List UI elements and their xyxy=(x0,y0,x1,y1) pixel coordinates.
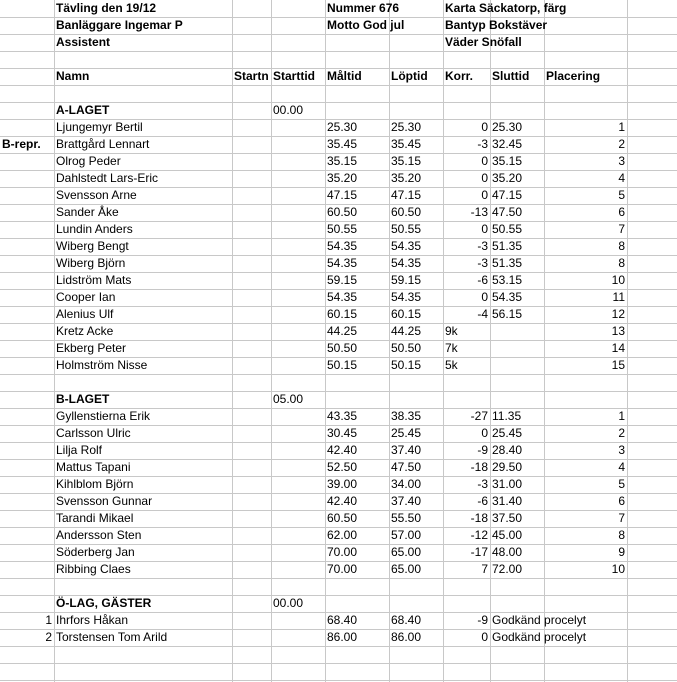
placering-cell: 4 xyxy=(618,171,625,185)
header-info-cell: Assistent xyxy=(56,35,111,49)
korr-cell: 0 xyxy=(481,171,488,185)
sluttid-cell: 50.55 xyxy=(492,222,523,236)
maltid-cell: 86.00 xyxy=(327,630,358,644)
participant-name: Gyllenstierna Erik xyxy=(56,409,151,423)
loptid-cell: 50.55 xyxy=(391,222,422,236)
maltid-cell: 30.45 xyxy=(327,426,358,440)
maltid-cell: 42.40 xyxy=(327,443,358,457)
placering-cell: 7 xyxy=(618,511,625,525)
korr-cell: 7k xyxy=(445,341,458,355)
placering-cell: 3 xyxy=(618,154,625,168)
loptid-cell: 59.15 xyxy=(391,273,422,287)
sluttid-cell: 31.40 xyxy=(492,494,523,508)
sluttid-cell: 56.15 xyxy=(492,307,523,321)
maltid-cell: 62.00 xyxy=(327,528,358,542)
column-header: Namn xyxy=(56,69,90,83)
participant-name: Wiberg Bengt xyxy=(56,239,129,253)
placering-cell: 13 xyxy=(611,324,625,338)
participant-name: Söderberg Jan xyxy=(56,545,135,559)
loptid-cell: 68.40 xyxy=(391,613,422,627)
grid-row-line xyxy=(0,51,677,52)
sluttid-cell: 72.00 xyxy=(492,562,523,576)
sluttid-cell: 51.35 xyxy=(492,239,523,253)
maltid-cell: 42.40 xyxy=(327,494,358,508)
korr-cell: -3 xyxy=(477,239,488,253)
korr-cell: -3 xyxy=(477,477,488,491)
maltid-cell: 54.35 xyxy=(327,290,358,304)
participant-name: Carlsson Ulric xyxy=(56,426,131,440)
loptid-cell: 57.00 xyxy=(391,528,422,542)
maltid-cell: 60.15 xyxy=(327,307,358,321)
placering-cell: 12 xyxy=(611,307,625,321)
loptid-cell: 54.35 xyxy=(391,256,422,270)
participant-name: Ekberg Peter xyxy=(56,341,127,355)
column-header: Placering xyxy=(546,69,601,83)
maltid-cell: 60.50 xyxy=(327,511,358,525)
korr-cell: 7 xyxy=(481,562,488,576)
loptid-cell: 60.15 xyxy=(391,307,422,321)
maltid-cell: 35.20 xyxy=(327,171,358,185)
korr-cell: -6 xyxy=(477,494,488,508)
participant-name: Svensson Arne xyxy=(56,188,137,202)
participant-name: Andersson Sten xyxy=(56,528,142,542)
header-info-cell: Bantyp Bokstäver xyxy=(445,18,548,32)
maltid-cell: 54.35 xyxy=(327,256,358,270)
placering-cell: 10 xyxy=(611,562,625,576)
korr-cell: 0 xyxy=(481,120,488,134)
group-title: B-LAGET xyxy=(56,392,110,406)
participant-name: Holmström Nisse xyxy=(56,358,148,372)
loptid-cell: 55.50 xyxy=(391,511,422,525)
loptid-cell: 35.15 xyxy=(391,154,422,168)
loptid-cell: 54.35 xyxy=(391,239,422,253)
group-starttid: 00.00 xyxy=(273,103,304,117)
sluttid-cell: 47.50 xyxy=(492,205,523,219)
sluttid-cell: 29.50 xyxy=(492,460,523,474)
maltid-cell: 59.15 xyxy=(327,273,358,287)
maltid-cell: 70.00 xyxy=(327,562,358,576)
sluttid-cell: 45.00 xyxy=(492,528,523,542)
group-starttid: 00.00 xyxy=(273,596,304,610)
loptid-cell: 54.35 xyxy=(391,290,422,304)
maltid-cell: 43.35 xyxy=(327,409,358,423)
header-info-cell: Banläggare Ingemar P xyxy=(56,18,183,32)
placering-cell: 8 xyxy=(618,239,625,253)
column-header: Starttid xyxy=(273,69,315,83)
header-info-cell: Nummer 676 xyxy=(327,1,400,15)
grid-row-line xyxy=(0,646,677,647)
placering-cell: 2 xyxy=(618,426,625,440)
maltid-cell: 35.45 xyxy=(327,137,358,151)
participant-name: Mattus Tapani xyxy=(56,460,131,474)
participant-name: Svensson Gunnar xyxy=(56,494,153,508)
grid-row-line xyxy=(0,663,677,664)
maltid-cell: 39.00 xyxy=(327,477,358,491)
participant-name: Ihrfors Håkan xyxy=(56,613,129,627)
loptid-cell: 35.45 xyxy=(391,137,422,151)
loptid-cell: 50.15 xyxy=(391,358,422,372)
placering-cell: 4 xyxy=(618,460,625,474)
placering-cell: 11 xyxy=(612,290,625,304)
placering-cell: 1 xyxy=(618,120,625,134)
maltid-cell: 54.35 xyxy=(327,239,358,253)
sluttid-cell: 51.35 xyxy=(492,256,523,270)
header-info-cell: Motto God jul xyxy=(327,18,405,32)
korr-cell: -18 xyxy=(470,460,488,474)
participant-name: Sander Åke xyxy=(56,205,119,219)
participant-name: Alenius Ulf xyxy=(56,307,114,321)
participant-name: Lidström Mats xyxy=(56,273,132,287)
loptid-cell: 25.30 xyxy=(391,120,422,134)
sluttid-cell: 31.00 xyxy=(492,477,523,491)
column-header: Löptid xyxy=(391,69,428,83)
korr-cell: -9 xyxy=(477,613,488,627)
korr-cell: 5k xyxy=(445,358,458,372)
maltid-cell: 44.25 xyxy=(327,324,358,338)
korr-cell: 0 xyxy=(481,222,488,236)
sluttid-cell: 35.15 xyxy=(492,154,523,168)
placering-cell: 7 xyxy=(618,222,625,236)
header-info-cell: Väder Snöfall xyxy=(445,35,522,49)
participant-name: Lilja Rolf xyxy=(56,443,103,457)
korr-cell: -6 xyxy=(477,273,488,287)
loptid-cell: 37.40 xyxy=(391,443,422,457)
participant-name: Tarandi Mikael xyxy=(56,511,134,525)
column-header: Sluttid xyxy=(492,69,530,83)
sluttid-cell: 35.20 xyxy=(492,171,523,185)
korr-cell: -3 xyxy=(477,256,488,270)
placering-cell: 3 xyxy=(618,443,625,457)
sluttid-cell: 32.45 xyxy=(492,137,523,151)
participant-name: Wiberg Björn xyxy=(56,256,126,270)
header-info-cell: Tävling den 19/12 xyxy=(56,1,157,15)
participant-name: Torstensen Tom Arild xyxy=(56,630,168,644)
loptid-cell: 86.00 xyxy=(391,630,422,644)
placering-cell: 1 xyxy=(618,409,625,423)
participant-name: Lundin Anders xyxy=(56,222,133,236)
maltid-cell: 60.50 xyxy=(327,205,358,219)
maltid-cell: 52.50 xyxy=(327,460,358,474)
sluttid-cell: 11.35 xyxy=(492,409,522,423)
korr-cell: -3 xyxy=(477,137,488,151)
placering-cell: 15 xyxy=(611,358,625,372)
participant-name: Brattgård Lennart xyxy=(56,137,150,151)
participant-name: Kihlblom Björn xyxy=(56,477,134,491)
loptid-cell: 38.35 xyxy=(391,409,422,423)
participant-name: Ribbing Claes xyxy=(56,562,131,576)
column-header: Korr. xyxy=(445,69,474,83)
loptid-cell: 47.15 xyxy=(391,188,422,202)
maltid-cell: 25.30 xyxy=(327,120,358,134)
header-info-cell: Karta Säckatorp, färg xyxy=(445,1,567,15)
loptid-cell: 35.20 xyxy=(391,171,422,185)
loptid-cell: 60.50 xyxy=(391,205,422,219)
grid-row-line xyxy=(0,85,677,86)
group-starttid: 05.00 xyxy=(273,392,304,406)
placering-cell: 8 xyxy=(618,528,625,542)
korr-cell: -17 xyxy=(470,545,488,559)
header-info-cell xyxy=(325,34,329,51)
loptid-cell: 65.00 xyxy=(391,562,422,576)
korr-cell: 0 xyxy=(481,154,488,168)
group-title: A-LAGET xyxy=(56,103,110,117)
group-title: Ö-LAG, GÄSTER xyxy=(56,596,152,610)
row-prefix: 2 xyxy=(45,630,52,644)
sluttid-cell: 25.45 xyxy=(492,426,523,440)
placering-cell: 8 xyxy=(618,256,625,270)
korr-cell: -27 xyxy=(470,409,488,423)
sluttid-cell: 54.35 xyxy=(492,290,523,304)
korr-cell: 0 xyxy=(481,188,488,202)
korr-cell: -18 xyxy=(470,511,488,525)
placering-cell: 14 xyxy=(611,341,625,355)
sluttid-cell: 25.30 xyxy=(492,120,523,134)
row-prefix: B-repr. xyxy=(2,137,41,151)
grid-row-line xyxy=(0,374,677,375)
placering-cell: 5 xyxy=(618,188,625,202)
sluttid-cell: 28.40 xyxy=(492,443,523,457)
maltid-cell: 47.15 xyxy=(327,188,358,202)
korr-cell: -12 xyxy=(470,528,488,542)
maltid-cell: 50.15 xyxy=(327,358,358,372)
participant-name: Ljungemyr Bertil xyxy=(56,120,143,134)
placering-cell: 2 xyxy=(618,137,625,151)
maltid-cell: 50.55 xyxy=(327,222,358,236)
placering-cell: 6 xyxy=(618,205,625,219)
sluttid-cell: 53.15 xyxy=(492,273,523,287)
korr-cell: 0 xyxy=(481,426,488,440)
row-prefix: 1 xyxy=(45,613,52,627)
loptid-cell: 50.50 xyxy=(391,341,422,355)
korr-cell: 0 xyxy=(481,290,488,304)
participant-name: Olrog Peder xyxy=(56,154,121,168)
loptid-cell: 37.40 xyxy=(391,494,422,508)
maltid-cell: 35.15 xyxy=(327,154,358,168)
grid-row-line xyxy=(0,680,677,681)
column-header: Startn xyxy=(234,69,269,83)
korr-cell: 9k xyxy=(445,324,458,338)
korr-cell: 0 xyxy=(481,630,488,644)
sluttid-cell: 37.50 xyxy=(492,511,523,525)
maltid-cell: 70.00 xyxy=(327,545,358,559)
maltid-cell: 50.50 xyxy=(327,341,358,355)
placering-cell: 10 xyxy=(611,273,625,287)
korr-cell: -9 xyxy=(477,443,488,457)
placering-cell: 9 xyxy=(618,545,625,559)
column-header: Måltid xyxy=(327,69,362,83)
loptid-cell: 34.00 xyxy=(391,477,422,491)
sluttid-cell: 48.00 xyxy=(492,545,523,559)
korr-cell: -4 xyxy=(477,307,488,321)
participant-name: Kretz Acke xyxy=(56,324,114,338)
loptid-cell: 47.50 xyxy=(391,460,422,474)
loptid-cell: 44.25 xyxy=(391,324,422,338)
sluttid-cell: Godkänd procelyt xyxy=(492,613,587,627)
maltid-cell: 68.40 xyxy=(327,613,358,627)
grid-row-line xyxy=(0,578,677,579)
korr-cell: -13 xyxy=(470,205,488,219)
participant-name: Dahlstedt Lars-Eric xyxy=(56,171,159,185)
sluttid-cell: 47.15 xyxy=(492,188,523,202)
loptid-cell: 65.00 xyxy=(391,545,422,559)
loptid-cell: 25.45 xyxy=(391,426,422,440)
placering-cell: 5 xyxy=(618,477,625,491)
placering-cell: 6 xyxy=(618,494,625,508)
participant-name: Cooper Ian xyxy=(56,290,116,304)
sluttid-cell: Godkänd procelyt xyxy=(492,630,587,644)
